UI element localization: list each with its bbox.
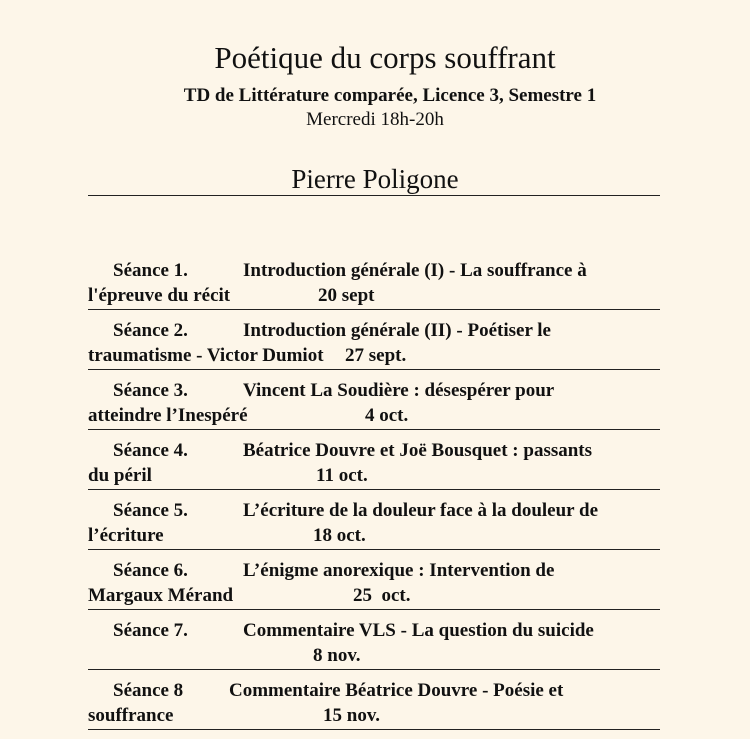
course-subtitle: TD de Littérature comparée, Licence 3, Semestre 1 (183, 85, 597, 106)
course-schedule: Mercredi 18h-20h (306, 109, 444, 130)
session-date: 18 oct. (313, 525, 366, 546)
course-title: Poétique du corps souffrant (214, 40, 556, 75)
session-title: L’énigme anorexique : Intervention de (243, 560, 555, 581)
session-date: 15 nov. (323, 705, 381, 726)
session-label: Séance 5. (113, 500, 188, 521)
session-title: L’écriture de la douleur face à la douleur de (243, 500, 599, 521)
session-title-continued: Margaux Mérand (88, 585, 234, 606)
session-label: Séance 8 (113, 680, 184, 701)
session-title: Béatrice Douvre et Joë Bousquet : passants (243, 440, 593, 461)
session-row-2 (88, 319, 660, 370)
session-title: Introduction générale (I) - La souffrance à (243, 260, 587, 281)
session-title: Introduction générale (II) - Poétiser le (243, 320, 551, 341)
session-label: Séance 2. (113, 320, 188, 341)
session-title-continued: traumatisme - Victor Dumiot (88, 345, 324, 366)
session-row-1 (88, 259, 660, 310)
session-date: 27 sept. (345, 345, 407, 366)
session-date: 8 nov. (313, 645, 361, 666)
session-label: Séance 4. (113, 440, 188, 461)
session-title: Commentaire Béatrice Douvre - Poésie et (229, 680, 564, 701)
session-row-3 (88, 379, 660, 430)
session-title-continued: l'épreuve du récit (88, 285, 231, 306)
session-date: 20 sept (318, 285, 375, 306)
session-date: 4 oct. (365, 405, 409, 426)
session-title: Vincent La Soudière : désespérer pour (243, 380, 555, 401)
session-label: Séance 3. (113, 380, 188, 401)
session-title-continued: atteindre l’Inespéré (88, 405, 248, 426)
session-label: Séance 1. (113, 260, 188, 281)
session-title: Commentaire VLS - La question du suicide (243, 620, 594, 641)
session-row-4 (88, 439, 660, 490)
session-title-continued: du péril (88, 465, 152, 486)
session-row-7 (88, 619, 660, 670)
session-date: 25 oct. (353, 585, 411, 606)
session-title-continued: l’écriture (88, 525, 164, 546)
session-title-continued: souffrance (88, 705, 174, 726)
session-label: Séance 7. (113, 620, 188, 641)
session-list (88, 259, 660, 739)
session-date: 11 oct. (316, 465, 368, 486)
session-row-6 (88, 559, 660, 610)
session-row-8 (88, 679, 660, 730)
session-label: Séance 6. (113, 560, 188, 581)
header-divider (88, 195, 660, 196)
instructor-name: Pierre Poligone (291, 164, 459, 194)
session-row-5 (88, 499, 660, 550)
